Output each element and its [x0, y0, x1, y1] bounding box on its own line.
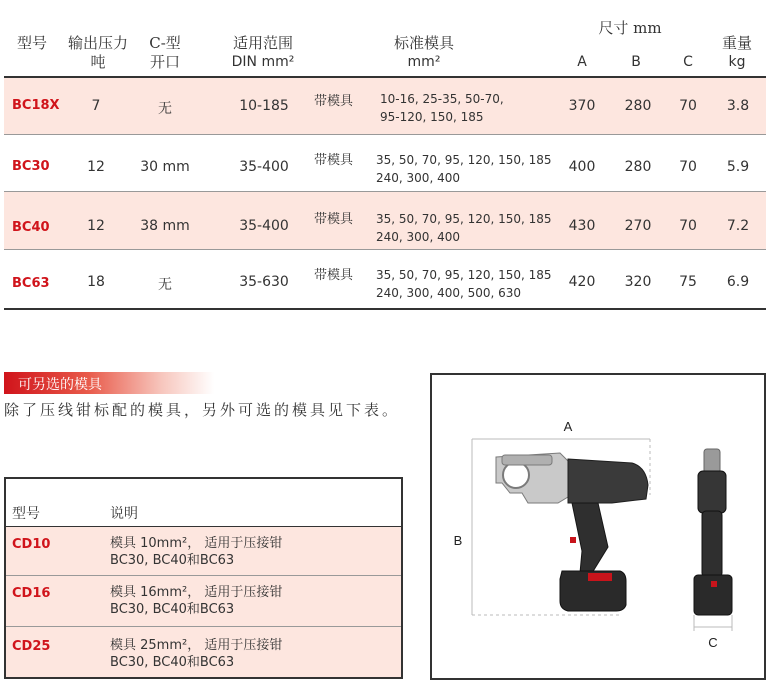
header-range-l1: 适用范围	[232, 34, 293, 52]
mold-sizes-l1: 35, 50, 70, 95, 120, 150, 185	[376, 153, 552, 167]
weight-value: 5.9	[726, 159, 750, 175]
front-view-handle	[702, 511, 722, 577]
header-dim-c: C	[683, 54, 693, 70]
header-model: 型号	[12, 506, 40, 522]
dim-a-value: 420	[568, 274, 596, 290]
mold-sizes-l2: 240, 300, 400	[376, 230, 460, 244]
opening-value: 38 mm	[140, 218, 190, 234]
description-l2: BC30, BC40和BC63	[110, 655, 235, 670]
mold-sizes-l2: 240, 300, 400, 500, 630	[376, 286, 522, 300]
dim-b-value: 280	[624, 159, 652, 175]
table-row	[4, 192, 766, 249]
dim-c-value: 75	[679, 274, 697, 290]
dim-b-value: 320	[624, 274, 652, 290]
range-value: 35-400	[239, 159, 289, 175]
table-row	[6, 527, 401, 575]
with-mold-label: 带模具	[314, 268, 354, 283]
header-mold-l2: mm²	[407, 54, 441, 70]
header-mold-l1: 标准模具	[393, 34, 454, 52]
model-code: BC18X	[12, 98, 60, 113]
header-description: 说明	[110, 506, 138, 522]
dim-c-value: 70	[679, 218, 697, 234]
crimping-tool-drawing	[432, 375, 764, 678]
mold-sizes-l1: 10-16, 25-35, 50-70,	[380, 92, 504, 106]
with-mold-label: 带模具	[314, 212, 354, 227]
label-b: B	[453, 533, 463, 548]
dim-c-value: 70	[679, 98, 697, 114]
range-value: 35-400	[239, 218, 289, 234]
tool-handle	[572, 503, 608, 573]
optional-table	[4, 477, 403, 679]
tons-value: 12	[87, 159, 105, 175]
with-mold-label: 带模具	[314, 153, 354, 168]
header-output-l2: 吨	[90, 53, 106, 71]
header-ctype-l2: 开口	[149, 53, 180, 71]
header-weight-l2: kg	[728, 54, 746, 70]
description-l2: BC30, BC40和BC63	[110, 602, 235, 617]
model-code: BC30	[12, 159, 50, 174]
description-l1: 模具 25mm²， 适用于压接钳	[110, 638, 283, 653]
model-code: BC40	[12, 220, 50, 235]
mold-sizes-l1: 35, 50, 70, 95, 120, 150, 185	[376, 268, 552, 282]
weight-value: 6.9	[726, 274, 750, 290]
header-output-l1: 输出压力	[67, 34, 128, 52]
range-value: 35-630	[239, 274, 289, 290]
mold-sizes-l2: 240, 300, 400	[376, 171, 460, 185]
table-row	[6, 576, 401, 626]
tons-value: 7	[91, 98, 101, 114]
header-dim-a: A	[577, 54, 587, 70]
opening-value: 无	[158, 277, 172, 293]
mold-sizes-l1: 35, 50, 70, 95, 120, 150, 185	[376, 212, 552, 226]
table-row	[6, 627, 401, 677]
model-code: CD16	[12, 586, 51, 601]
table-row	[4, 78, 766, 134]
table-row	[4, 250, 766, 308]
opening-value: 30 mm	[140, 159, 190, 175]
weight-value: 7.2	[726, 218, 750, 234]
header-ctype-l1: C-型	[149, 34, 181, 52]
section-heading: 可另选的模具	[18, 377, 102, 393]
label-c: C	[708, 635, 718, 650]
dim-c-value: 70	[679, 159, 697, 175]
dim-a-value: 430	[568, 218, 596, 234]
header-dim-b: B	[631, 54, 641, 70]
section-description: 除了压线钳标配的模具，另外可选的模具见下表。	[4, 401, 401, 419]
tool-body	[568, 459, 648, 503]
section-heading-bar	[4, 372, 214, 394]
header-model: 型号	[16, 34, 47, 52]
header-range-l2: DIN mm²	[231, 54, 295, 70]
product-figure	[430, 373, 766, 680]
header-size: 尺寸 mm	[598, 19, 662, 37]
weight-value: 3.8	[726, 98, 750, 114]
description-l1: 模具 10mm²， 适用于压接钳	[110, 536, 283, 551]
tons-value: 18	[87, 274, 105, 290]
model-code: BC63	[12, 276, 50, 291]
model-code: CD25	[12, 639, 51, 654]
dim-b-value: 280	[624, 98, 652, 114]
description-l1: 模具 16mm²， 适用于压接钳	[110, 585, 283, 600]
table-bottom-rule	[4, 308, 766, 310]
model-code: CD10	[12, 537, 51, 552]
with-mold-label: 带模具	[314, 94, 354, 109]
opening-value: 无	[158, 101, 172, 117]
mold-sizes-l2: 95-120, 150, 185	[380, 110, 484, 124]
dim-a-value: 370	[568, 98, 596, 114]
dim-b-value: 270	[624, 218, 652, 234]
dim-a-value: 400	[568, 159, 596, 175]
range-value: 10-185	[239, 98, 289, 114]
tons-value: 12	[87, 218, 105, 234]
table-row	[4, 135, 766, 191]
header-weight-l1: 重量	[721, 34, 752, 52]
description-l2: BC30, BC40和BC63	[110, 553, 235, 568]
label-a: A	[563, 419, 573, 434]
